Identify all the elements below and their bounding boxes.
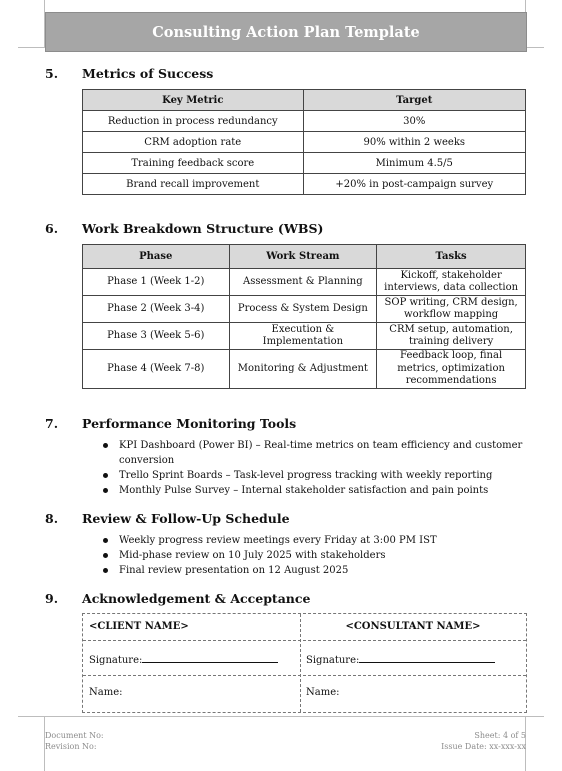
- list-item: Weekly progress review meetings every Friday at 3:00 PM IST: [100, 533, 525, 548]
- column-header: Tasks: [377, 245, 526, 269]
- section-number: 9.: [45, 591, 59, 606]
- table-row: [83, 174, 526, 195]
- metrics-table: [82, 89, 526, 195]
- table-cell: SOP writing, CRM design, workflow mapping: [377, 296, 526, 323]
- table-row: [83, 350, 526, 389]
- wbs-table: [82, 244, 526, 389]
- table-row: [83, 111, 526, 132]
- name-label: Name:: [89, 687, 123, 698]
- column-header: Key Metric: [83, 90, 304, 111]
- table-row: [83, 296, 526, 323]
- footer-rule: [18, 716, 544, 717]
- section-number: 5.: [45, 66, 59, 81]
- client-name-field[interactable]: [89, 687, 122, 698]
- section-number: 8.: [45, 511, 59, 526]
- signature-label: Signature:: [306, 655, 360, 666]
- consultant-name-label: <CONSULTANT NAME>: [345, 621, 481, 632]
- table-cell: CRM setup, automation, training delivery: [377, 323, 526, 350]
- client-signature-field[interactable]: [89, 652, 278, 666]
- table-row: [83, 153, 526, 174]
- sheet-number: Sheet: 4 of 5: [474, 731, 526, 740]
- issue-date: Issue Date: xx-xxx-xx: [441, 742, 526, 751]
- table-cell: CRM adoption rate: [83, 132, 304, 153]
- name-label: Name:: [306, 687, 340, 698]
- table-header-row: [83, 90, 526, 111]
- review-schedule-list: [100, 533, 525, 578]
- signature-label: Signature:: [89, 655, 143, 666]
- table-cell: Feedback loop, final metrics, optimization recommendations: [377, 350, 526, 389]
- revision-number: Revision No:: [45, 742, 97, 751]
- table-cell: Execution & Implementation: [229, 323, 377, 350]
- section-number: 6.: [45, 221, 59, 236]
- table-cell: Phase 3 (Week 5-6): [83, 323, 230, 350]
- monitoring-tools-list: [100, 438, 525, 498]
- table-cell: Minimum 4.5/5: [303, 153, 525, 174]
- client-name-label: <CLIENT NAME>: [89, 621, 189, 632]
- table-cell: Training feedback score: [83, 153, 304, 174]
- table-cell: +20% in post-campaign survey: [303, 174, 525, 195]
- table-cell: Phase 1 (Week 1-2): [83, 269, 230, 296]
- list-item: Final review presentation on 12 August 2025: [100, 563, 525, 578]
- signature-line: [142, 652, 278, 663]
- divider: [83, 675, 526, 676]
- list-item: Trello Sprint Boards – Task-level progress tracking with weekly reporting: [100, 468, 525, 483]
- table-cell: 90% within 2 weeks: [303, 132, 525, 153]
- section-title: Review & Follow-Up Schedule: [82, 511, 290, 526]
- table-cell: Reduction in process redundancy: [83, 111, 304, 132]
- table-cell: Brand recall improvement: [83, 174, 304, 195]
- list-item: Mid-phase review on 10 July 2025 with stakeholders: [100, 548, 525, 563]
- section-number: 7.: [45, 416, 59, 431]
- table-row: [83, 323, 526, 350]
- table-cell: Kickoff, stakeholder interviews, data collection: [377, 269, 526, 296]
- column-header: Target: [303, 90, 525, 111]
- column-header: Work Stream: [229, 245, 377, 269]
- divider: [83, 640, 526, 641]
- section-title: Work Breakdown Structure (WBS): [82, 221, 324, 236]
- table-cell: Assessment & Planning: [229, 269, 377, 296]
- table-cell: Process & System Design: [229, 296, 377, 323]
- table-row: [83, 132, 526, 153]
- section-title: Metrics of Success: [82, 66, 214, 81]
- section-title: Acknowledgement & Acceptance: [82, 591, 311, 606]
- table-cell: 30%: [303, 111, 525, 132]
- column-header: Phase: [83, 245, 230, 269]
- table-cell: Phase 4 (Week 7-8): [83, 350, 230, 389]
- document-title: Consulting Action Plan Template: [45, 12, 527, 52]
- consultant-signature-field[interactable]: [306, 652, 495, 666]
- signature-line: [359, 652, 495, 663]
- section-title: Performance Monitoring Tools: [82, 416, 297, 431]
- acknowledgement-box: [82, 613, 527, 713]
- list-item: KPI Dashboard (Power BI) – Real-time metrics on team efficiency and customer conversion: [100, 438, 525, 468]
- list-item: Monthly Pulse Survey – Internal stakeholder satisfaction and pain points: [100, 483, 525, 498]
- document-number: Document No:: [45, 731, 104, 740]
- table-cell: Monitoring & Adjustment: [229, 350, 377, 389]
- table-row: [83, 269, 526, 296]
- table-header-row: [83, 245, 526, 269]
- consultant-name-field[interactable]: [306, 687, 339, 698]
- table-cell: Phase 2 (Week 3-4): [83, 296, 230, 323]
